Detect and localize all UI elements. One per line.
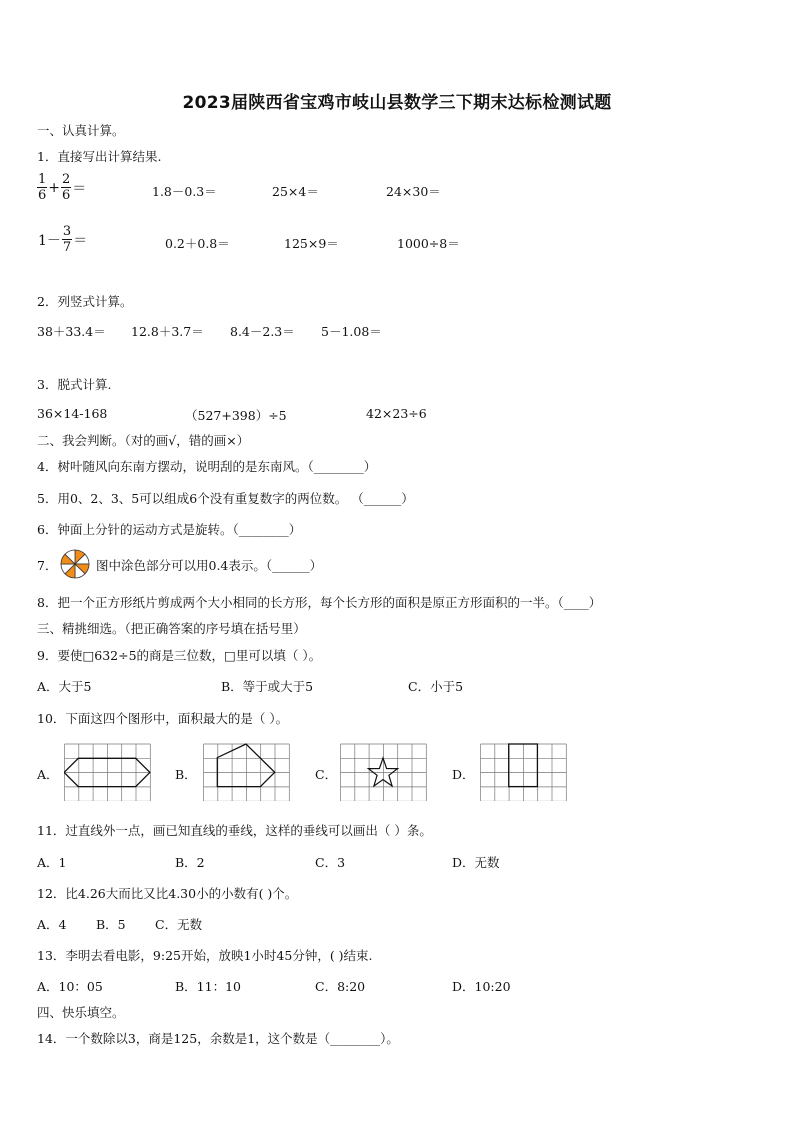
q9-option-b: B．等于或大于5	[221, 679, 314, 694]
fraction-1-6	[37, 172, 47, 203]
q1-item-fraction-diff	[37, 224, 88, 255]
question-13-stem: 13．李明去看电影，9:25开始，放映1小时45分钟，( )结束.	[37, 948, 373, 963]
page-title: 2023届陕西省宝鸡市岐山县数学三下期末达标检测试题	[182, 93, 612, 113]
question-10-stem: 10．下面这四个图形中，面积最大的是（ ）。	[37, 711, 289, 726]
q12-option-c: C．无数	[155, 917, 203, 932]
q1-item-b: 1.8－0.3＝	[152, 184, 217, 199]
question-7-text: 图中涂色部分可以用0.4表示。（______）	[96, 558, 323, 573]
fraction-denominator: 7	[62, 240, 72, 255]
q11-option-c: C．3	[315, 855, 346, 870]
question-1-stem: 1．直接写出计算结果.	[37, 149, 162, 164]
q11-option-a: A．1	[37, 855, 67, 870]
q10-figure-d-square	[480, 743, 570, 801]
q2-item-4: 5－1.08＝	[321, 324, 382, 339]
q13-option-a: A．10：05	[37, 979, 103, 994]
section-heading-4: 四、快乐填空。	[37, 1005, 125, 1020]
q13-option-b: B．11：10	[175, 979, 241, 994]
question-2-stem: 2．列竖式计算。	[37, 294, 133, 309]
q10-label-c: C．	[315, 767, 338, 782]
fraction-3-7	[62, 224, 72, 255]
q9-option-a: A．大于5	[37, 679, 92, 694]
fraction-numerator: 1	[38, 172, 47, 187]
question-12-stem: 12．比4.26大而比又比4.30小的小数有( )个。	[37, 886, 298, 901]
q3-item-2: （527+398）÷5	[185, 408, 287, 423]
q12-option-b: B．5	[96, 917, 126, 932]
question-5: 5．用0、2、3、5可以组成6个没有重复数字的两位数。 （______）	[37, 491, 414, 506]
question-7-number: 7．	[37, 558, 58, 573]
q11-option-b: B．2	[175, 855, 205, 870]
q10-figure-c-star	[340, 743, 430, 801]
question-4: 4．树叶随风向东南方摆动，说明刮的是东南风。（________）	[37, 459, 377, 474]
section-heading-1: 一、认真计算。	[37, 123, 125, 138]
q12-option-a: A．4	[37, 917, 67, 932]
q2-item-3: 8.4－2.3＝	[230, 324, 295, 339]
question-14: 14．一个数除以3，商是125，余数是1，这个数是（________）。	[37, 1031, 399, 1046]
q13-option-d: D．10:20	[452, 979, 511, 994]
one-minus: 1－	[38, 232, 61, 249]
fraction-denominator: 6	[62, 188, 71, 203]
fraction-denominator: 6	[38, 188, 47, 203]
q9-option-c: C．小于5	[408, 679, 464, 694]
q1-item-f: 0.2＋0.8＝	[165, 236, 230, 251]
q10-figure-a-hexagon	[64, 743, 154, 801]
section-heading-3: 三、精挑细选。（把正确答案的序号填在括号里）	[37, 621, 306, 636]
equals-sign: ＝	[73, 232, 88, 249]
q11-option-d: D．无数	[452, 855, 500, 870]
question-8: 8．把一个正方形纸片剪成两个大小相同的长方形，每个长方形的面积是原正方形面积的一半。（____）	[37, 595, 602, 610]
question-6: 6．钟面上分针的运动方式是旋转。（________）	[37, 522, 302, 537]
plus-sign: +	[48, 179, 61, 196]
q13-option-c: C．8:20	[315, 979, 366, 994]
question-11-stem: 11．过直线外一点，画已知直线的垂线，这样的垂线可以画出（ ）条。	[37, 823, 432, 838]
section-heading-2: 二、我会判断。（对的画√，错的画×）	[37, 433, 250, 448]
q1-item-g: 125×9＝	[284, 236, 339, 251]
pie-chart-icon	[60, 547, 90, 581]
q3-item-1: 36×14-168	[37, 406, 108, 421]
q1-item-fraction-sum	[37, 172, 87, 203]
fraction-numerator: 3	[62, 224, 72, 239]
q2-item-1: 38＋33.4＝	[37, 324, 106, 339]
q10-figure-b-pentagon	[203, 743, 293, 801]
q10-label-b: B．	[175, 767, 197, 782]
fraction-numerator: 2	[62, 172, 71, 187]
question-9-stem: 9．要使□632÷5的商是三位数，□里可以填（ ）。	[37, 648, 322, 663]
question-3-stem: 3．脱式计算.	[37, 377, 112, 392]
q2-item-2: 12.8＋3.7＝	[131, 324, 204, 339]
q3-item-3: 42×23÷6	[366, 406, 427, 421]
q10-label-d: D．	[452, 767, 475, 782]
q1-item-c: 25×4＝	[272, 184, 319, 199]
fraction-2-6	[61, 172, 71, 203]
equals-sign: ＝	[72, 180, 87, 197]
q10-label-a: A．	[37, 767, 59, 782]
q1-item-h: 1000÷8＝	[397, 236, 460, 251]
q1-item-d: 24×30＝	[386, 184, 441, 199]
